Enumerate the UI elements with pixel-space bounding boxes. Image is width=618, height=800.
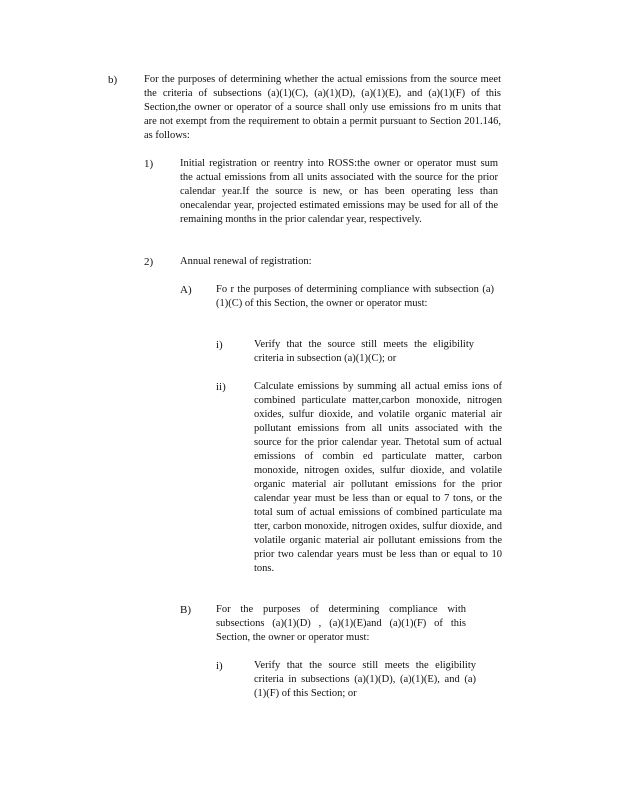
subsection-b-label: b) — [108, 74, 118, 86]
item-A-i-text: Verify that the source still meets the eligibility criteria in subsection (a)(1)(C); or — [254, 339, 474, 364]
item-B-label: B) — [180, 604, 191, 616]
item-A-ii-label: ii) — [216, 381, 226, 393]
item-A-text: Fo r the purposes of determining compliance with subsection (a)(1)(C) of this Section, the owner or operator must: — [216, 284, 494, 309]
item-2-label: 2) — [144, 256, 154, 268]
item-A-i-label: i) — [216, 339, 223, 351]
item-B-i-text: Verify that the source still meets the eligibility criteria in subsections (a)(1)(D), (a)(1)(E), and (a)(1)(F) of this Section; or — [254, 660, 476, 699]
item-1-label: 1) — [144, 158, 154, 170]
item-A-ii-text: Calculate emissions by summing all actual emiss ions of combined particulate matter,carbon monoxide, nitrogen oxides, sulfur dioxide, and volatile organic material air pollutant emissions from all units associated with the source for the prior calendar year. Thetotal sum of actual emissions of combin ed particulate matter, carbon monoxide, nitrogen oxides, sulfur dioxide, and volatile organic material air pollutant emissions for the prior calendar year must be less than or equal to 7 tons, or the total sum of actual emissions of combined particulate ma tter, carbon monoxide, nitrogen oxides, sulfur dioxide, and volatile organic material air pollutant emissions from the prior two calendar years must be less than or equal to 10 tons. — [254, 381, 502, 574]
item-B-i-label: i) — [216, 660, 223, 672]
item-2-text: Annual renewal of registration: — [180, 256, 312, 267]
subsection-b-text: For the purposes of determining whether the actual emissions from the source meet the criteria of subsections (a)(1)(C), (a)(1)(D), (a)(1)(E), and (a)(1)(F) of this Section,the owner or operator of a source shall only use emissions fro m units that are not exempt from the requirement to obtain a permit pursuant to Section 201.146, as follows: — [144, 74, 501, 141]
item-1-text: Initial registration or reentry into ROSS:the owner or operator must sum the actual emissions from all units associated with the source for the prior calendar year.If the source is new, or has been operating less than onecalendar year, projected estimated emissions may be used for all of the remaining months in the prior calendar year, respectively. — [180, 158, 498, 225]
item-B-text: For the purposes of determining compliance with subsections (a)(1)(D) , (a)(1)(E)and (a)(1)(F) of this Section, the owner or operator must: — [216, 604, 466, 643]
item-A-label: A) — [180, 284, 192, 296]
